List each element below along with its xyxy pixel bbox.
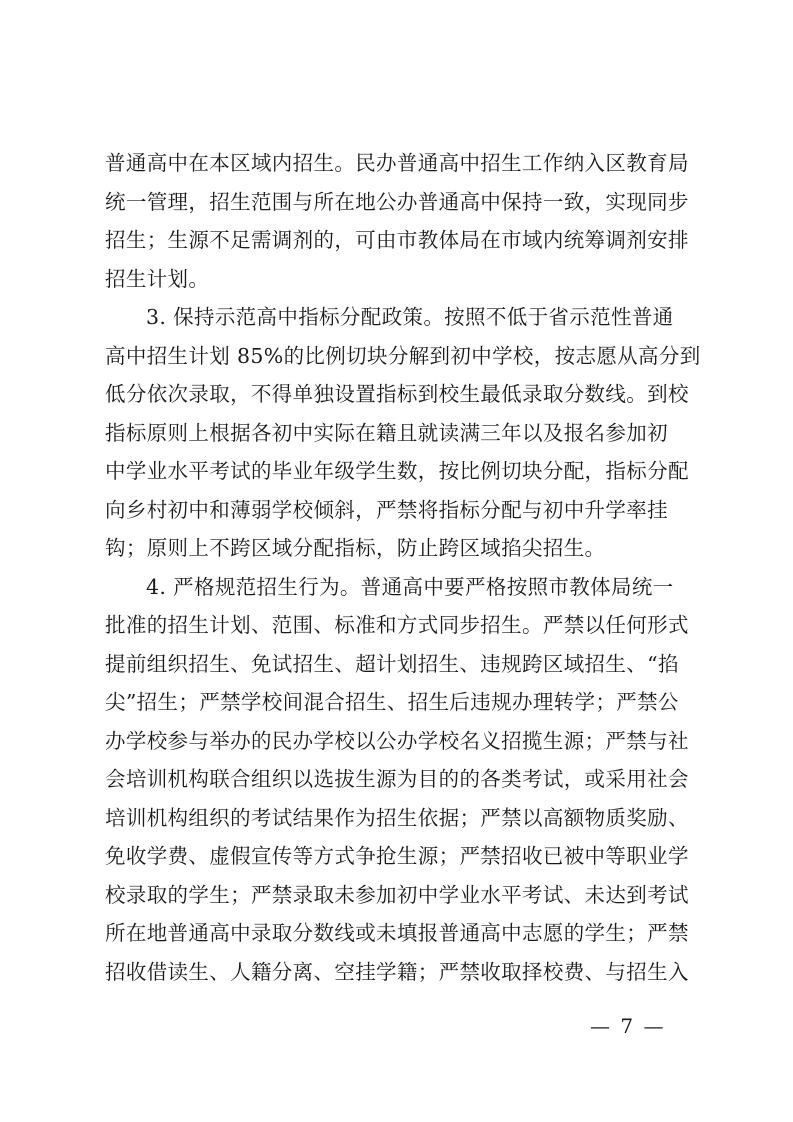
text-line: 钩；原则上不跨区域分配指标，防止跨区域掐尖招生。 xyxy=(105,536,606,560)
text-line: 指标原则上根据各初中实际在籍且就读满三年以及报名参加初 xyxy=(105,420,668,445)
document-body xyxy=(105,144,700,991)
text-line: 批准的招生计划、范围、标准和方式同步招生。严禁以任何形式 xyxy=(105,613,689,637)
text-line: 培训机构组织的考试结果作为招生依据；严禁以高额物质奖励、 xyxy=(105,805,689,830)
paragraph-item-3 xyxy=(105,298,700,568)
text-line: 招生；生源不足需调剂的，可由市教体局在市域内统筹调剂安排 xyxy=(105,228,689,252)
text-line: 统一管理，招生范围与所在地公办普通高中保持一致，实现同步 xyxy=(105,189,689,214)
page-number: — 7 — xyxy=(590,1014,666,1038)
text-line: 4. 严格规范招生行为。普通高中要严格按照市教体局统一 xyxy=(146,574,674,599)
text-line: 3. 保持示范高中指标分配政策。按照不低于省示范性普通 xyxy=(146,305,674,329)
text-line: 普通高中在本区域内招生。民办普通高中招生工作纳入区教育局 xyxy=(105,151,689,175)
text-line: 办学校参与举办的民办学校以公办学校名义招揽生源；严禁与社 xyxy=(105,728,689,753)
text-line: 招生计划。 xyxy=(105,266,210,291)
paragraph-continuation xyxy=(105,144,700,298)
text-line: 中学业水平考试的毕业年级学生数，按比例切块分配，指标分配 xyxy=(105,459,689,483)
text-line: 所在地普通高中录取分数线或未填报普通高中志愿的学生；严禁 xyxy=(105,921,689,945)
text-line: 提前组织招生、免试招生、超计划招生、违规跨区域招生、“掐 xyxy=(105,651,679,676)
text-line: 低分依次录取，不得单独设置指标到校生最低录取分数线。到校 xyxy=(105,382,689,406)
text-line: 招收借读生、人籍分离、空挂学籍；严禁收取择校费、与招生入 xyxy=(105,959,689,984)
text-line: 免收学费、虚假宣传等方式争抢生源；严禁招收已被中等职业学 xyxy=(105,844,689,868)
text-line: 校录取的学生；严禁录取未参加初中学业水平考试、未达到考试 xyxy=(105,882,689,907)
text-line: 向乡村初中和薄弱学校倾斜，严禁将指标分配与初中升学率挂 xyxy=(105,497,668,522)
text-line: 会培训机构联合组织以选拔生源为目的的各类考试，或采用社会 xyxy=(105,767,689,791)
text-line: 尖”招生；严禁学校间混合招生、招生后违规办理转学；严禁公 xyxy=(105,690,679,714)
paragraph-item-4 xyxy=(105,568,700,992)
text-line: 高中招生计划 85%的比例切块分解到初中学校，按志愿从高分到 xyxy=(105,343,701,368)
